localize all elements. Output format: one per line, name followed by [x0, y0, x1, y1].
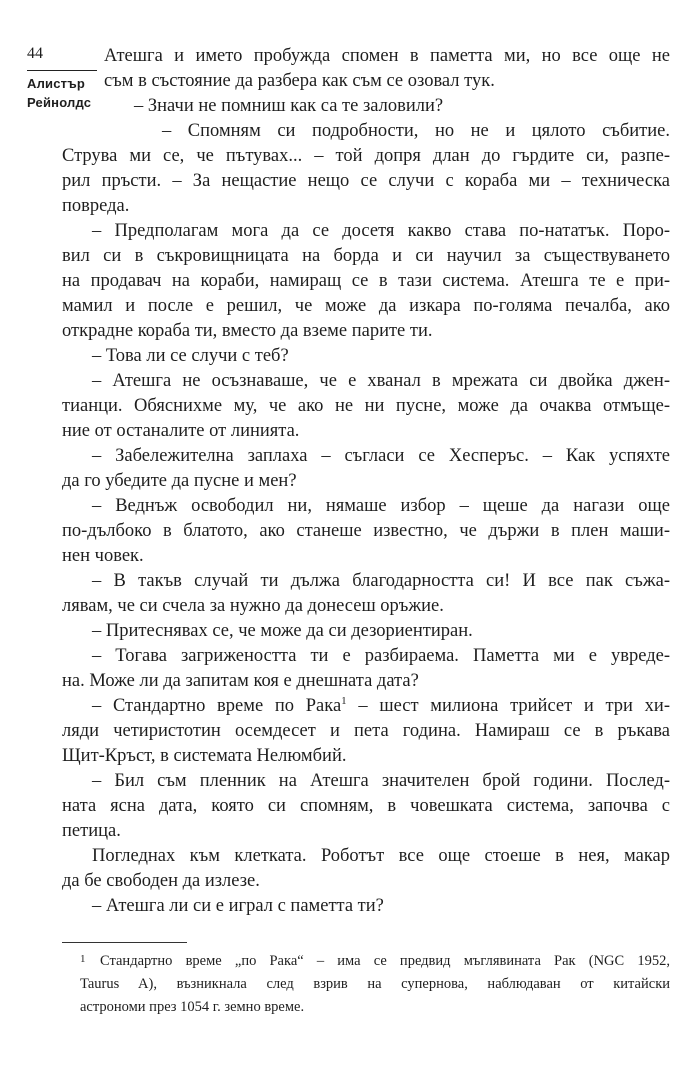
body-line: Щит-Кръст, в системата Нелюмбий. — [62, 746, 347, 766]
body-line: рил пръсти. – За нещастие нещо се случи с кораба ми – техническа — [62, 171, 670, 191]
body-line: – Забележителна заплаха – съгласи се Хесперъс. – Как успяхте — [92, 446, 670, 466]
body-line: – Бил съм пленник на Атешга значителен брой години. Послед- — [92, 771, 670, 791]
body-line: – В такъв случай ти дължа благодарността си! И все пак съжа- — [92, 571, 670, 591]
body-line: открадне кораба ти, вместо да вземе парите ти. — [62, 321, 433, 341]
body-line: нен човек. — [62, 546, 144, 566]
body-line-with-footnote — [92, 694, 670, 719]
body-line: – Веднъж освободил ни, нямаше избор – щеше да нагази още — [92, 496, 670, 516]
footnote-rule — [62, 942, 187, 943]
body-line: да го убедите да пусне и мен? — [62, 471, 297, 491]
author-rule — [27, 70, 97, 71]
body-line: – Това ли се случи с теб? — [92, 346, 289, 366]
body-line: – Притеснявах се, че може да си дезориентиран. — [92, 621, 473, 641]
body-line: ната ясна дата, която си спомням, в човешката система, започва с — [62, 796, 670, 816]
body-line: по-дълбоко в блатото, ако станеше известно, че държи в плен маши- — [62, 521, 670, 541]
body-line: ние от останалите от линията. — [62, 421, 300, 441]
page-number: 44 — [27, 45, 43, 62]
body-line: мамил и после е решил, че може да изкара по-голяма печалба, ако — [62, 296, 670, 316]
body-line: – Атешга ли си е играл с паметта ти? — [92, 896, 384, 916]
body-line: лявам, че си счела за нужно да донесеш оръжие. — [62, 596, 444, 616]
body-line: – Атешга не осъзнаваше, че е хванал в мрежата си двойка джен- — [92, 371, 670, 391]
body-line: Атешга и името пробужда спомен в паметта ми, но все още не — [104, 46, 670, 66]
body-line: ляди четиристотин осемдесет и пета година. Намираш се в ръкава — [62, 721, 670, 741]
body-line: Погледнах към клетката. Роботът все още стоеше в нея, макар — [92, 846, 670, 866]
body-line: вил си в съкровищницата на борда и си научил за съществуването — [62, 246, 670, 266]
body-line: – Значи не помниш как са те заловили? — [134, 96, 444, 116]
footnote-marker: 1 — [80, 953, 86, 965]
footnote-line: Taurus A), възникнала след взрив на супернова, наблюдаван от китайски — [80, 976, 670, 992]
author-first-name: Алистър — [27, 76, 86, 91]
body-line-start: – Стандартно време по Рака — [92, 696, 342, 716]
footnote-line: астрономи през 1054 г. земно време. — [80, 999, 305, 1015]
author-last-name: Рейнолдс — [27, 95, 92, 110]
body-line: тианци. Обяснихме му, че ако не ни пусне, може да очаква отмъще- — [62, 396, 670, 416]
body-line: петица. — [62, 821, 121, 841]
body-line: на продавач на кораби, намиращ се в тази система. Атешга те е при- — [62, 271, 670, 291]
body-line: – Тогава загрижеността ти е разбираема. Паметта ми е увреде- — [92, 646, 670, 666]
body-line: – Спомням си подробности, но не и цялото събитие. — [162, 121, 670, 141]
body-line: – Предполагам мога да се досетя какво става по-нататък. Поро- — [92, 221, 670, 241]
body-line: Струва ми се, че пътувах... – той допря длан до гърдите си, разпе- — [62, 146, 670, 166]
body-line: на. Може ли да запитам коя е днешната дата? — [62, 671, 419, 691]
body-line-end: – шест милиона трийсет и три хи- — [346, 696, 670, 716]
body-line: да бе свободен да излезе. — [62, 871, 260, 891]
body-line: повреда. — [62, 196, 130, 216]
footnote-line: Стандартно време „по Рака“ – има се предвид мъглявината Рак (NGC 1952, — [100, 953, 670, 969]
body-line: съм в състояние да разбера как съм се озовал тук. — [104, 71, 495, 91]
footnote-reference[interactable]: 1 — [341, 694, 347, 707]
